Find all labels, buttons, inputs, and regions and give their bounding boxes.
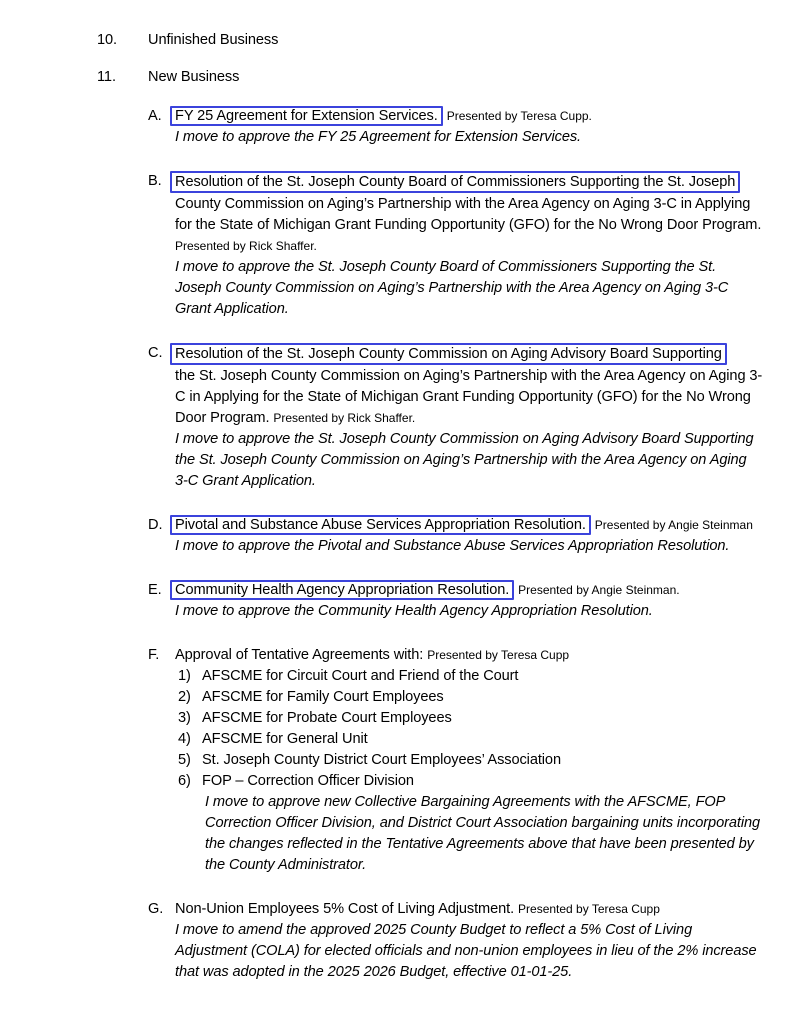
linked-title-box[interactable]: Resolution of the St. Joseph County Commission on Aging Advisory Board Supporting — [170, 343, 727, 365]
linked-title-box[interactable]: Community Health Agency Appropriation Resolution. — [170, 580, 514, 600]
subitem-title-line — [175, 899, 763, 920]
new-business-subitems — [148, 106, 763, 983]
subitem-title-line — [175, 106, 763, 127]
list-item-text: St. Joseph County District Court Employees’ Association — [202, 752, 561, 768]
list-item-number: 3) — [178, 710, 191, 726]
presented-by-note: Presented by Angie Steinman — [594, 518, 753, 532]
presented-by-note: Presented by Teresa Cupp — [518, 902, 660, 916]
list-item-text: AFSCME for Probate Court Employees — [202, 710, 452, 726]
subitem-letter: E. — [148, 582, 162, 598]
agenda-item-label: New Business — [148, 69, 240, 85]
list-item — [175, 708, 763, 729]
linked-title-box[interactable]: Pivotal and Substance Abuse Services Appropriation Resolution. — [170, 515, 591, 535]
presented-by-note: Presented by Teresa Cupp — [427, 648, 570, 662]
list-item-number: 6) — [178, 773, 191, 789]
list-item-text: FOP – Correction Officer Division — [202, 773, 414, 789]
list-item-number: 4) — [178, 731, 191, 747]
subitem-d — [148, 515, 763, 557]
subitem-title-line — [175, 171, 763, 194]
list-item — [175, 666, 763, 687]
list-item — [175, 771, 763, 792]
list-item-number: 2) — [178, 689, 191, 705]
subitem-e — [148, 580, 763, 622]
list-item — [175, 729, 763, 750]
subitem-letter: B. — [148, 173, 162, 189]
presented-by-note: Presented by Rick Shaffer. — [175, 239, 317, 253]
agenda-item-11 — [97, 67, 763, 88]
agenda-item-number: 11. — [97, 69, 116, 85]
subitem-title-line — [175, 515, 763, 536]
subitem-letter: F. — [148, 647, 160, 663]
subitem-f — [148, 645, 763, 876]
subitem-title-line — [175, 343, 763, 366]
presented-by-note: Presented by Angie Steinman. — [518, 583, 680, 597]
motion-text: I move to approve the Pivotal and Substance Abuse Services Appropriation Resolution. — [175, 538, 730, 554]
title-rest-text: County Commission on Aging’s Partnership with the Area Agency on Aging 3-C in Applying for the State of Michigan Grant Funding Opportunity (GFO) for the No Wrong Door Program. — [175, 196, 762, 233]
subitem-title-line — [175, 645, 763, 666]
agenda-item-label: Unfinished Business — [148, 32, 279, 48]
agenda-item-10 — [97, 30, 763, 51]
list-item-text: AFSCME for Family Court Employees — [202, 689, 444, 705]
list-item-text: AFSCME for General Unit — [202, 731, 368, 747]
subitem-b — [148, 171, 763, 320]
motion-text: I move to amend the approved 2025 County Budget to reflect a 5% Cost of Living Adjustment (COLA) for elected officials and non-union employees in lieu of the 2% increase that was adopted in the 2025 2026 Budget, effective 01-01-25. — [175, 922, 757, 980]
motion-text: I move to approve the Community Health Agency Appropriation Resolution. — [175, 603, 653, 619]
list-item-text: AFSCME for Circuit Court and Friend of the Court — [202, 668, 519, 684]
linked-title-box[interactable]: Resolution of the St. Joseph County Board of Commissioners Supporting the St. Joseph — [170, 171, 740, 193]
title-rest-text: the St. Joseph County Commission on Aging’s Partnership with the Area Agency on Aging 3-C in Applying for the State of Michigan Grant Funding Opportunity (GFO) for the No Wrong Door Program. — [175, 368, 763, 426]
subitem-title: Non-Union Employees 5% Cost of Living Adjustment. — [175, 901, 515, 917]
motion-text: I move to approve new Collective Bargaining Agreements with the AFSCME, FOP Correction Officer Division, and District Court Association bargaining units incorporating the changes reflected in the Tentative Agreements above that have been presented by the County Administrator. — [205, 794, 760, 873]
subitem-letter: D. — [148, 517, 163, 533]
subitem-letter: A. — [148, 108, 162, 124]
list-item — [175, 687, 763, 708]
presented-by-note: Presented by Teresa Cupp. — [446, 109, 592, 123]
subitem-title-rest — [175, 366, 763, 429]
subitem-g — [148, 899, 763, 983]
subitem-title-line — [175, 580, 763, 601]
list-item — [175, 750, 763, 771]
subitem-c — [148, 343, 763, 492]
motion-text: I move to approve the St. Joseph County Board of Commissioners Supporting the St. Joseph County Commission on Aging’s Partnership with the Area Agency on Aging 3-C Grant Application. — [175, 259, 729, 317]
motion-text: I move to approve the St. Joseph County Commission on Aging Advisory Board Supporting the St. Joseph County Commission on Aging’s Partnership with the Area Agency on Aging 3-C Grant Application. — [175, 431, 754, 489]
subitem-letter: C. — [148, 345, 163, 361]
subitem-letter: G. — [148, 901, 164, 917]
linked-title-box[interactable]: FY 25 Agreement for Extension Services. — [170, 106, 443, 126]
list-item-number: 1) — [178, 668, 191, 684]
motion-text: I move to approve the FY 25 Agreement for Extension Services. — [175, 129, 581, 145]
subitem-a — [148, 106, 763, 148]
agenda-item-number: 10. — [97, 32, 117, 48]
tentative-agreements-list — [175, 666, 763, 792]
list-item-number: 5) — [178, 752, 191, 768]
subitem-title-rest — [175, 194, 763, 257]
presented-by-note: Presented by Rick Shaffer. — [273, 411, 416, 425]
subitem-title: Approval of Tentative Agreements with: — [175, 647, 424, 663]
